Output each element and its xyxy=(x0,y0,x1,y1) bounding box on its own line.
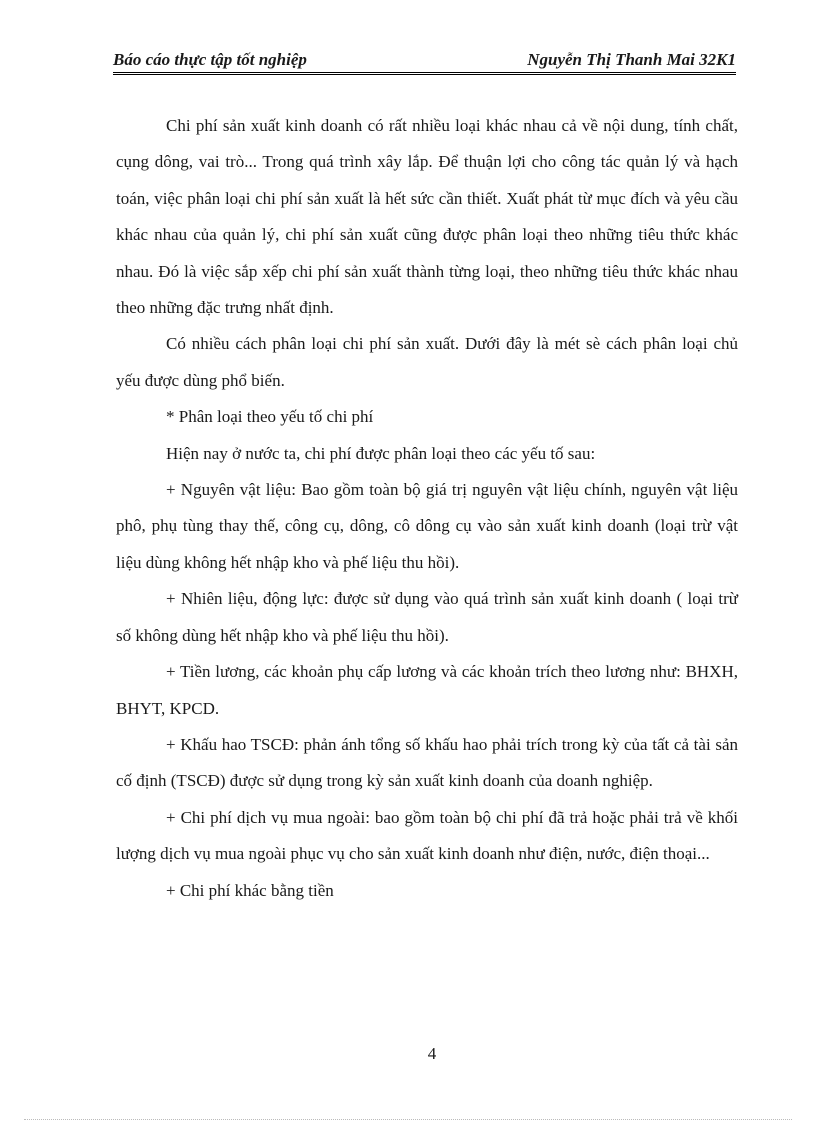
paragraph-factors: Hiện nay ở nước ta, chi phí được phân loại theo các yếu tố sau: xyxy=(166,443,596,463)
list-item-other: + Chi phí khác bằng tiền xyxy=(166,880,334,900)
document-body xyxy=(116,108,738,909)
list-item-depreciation: + Khấu hao TSCĐ: phản ánh tổng số khấu hao phải trích trong kỳ của tất cả tài sản cố định (TSCĐ) được sử dụng trong kỳ sản xuất kinh doanh của doanh nghiệp. xyxy=(116,734,738,791)
paragraph-classification: Có nhiều cách phân loại chi phí sản xuất. Dưới đây là mét sè cách phân loại chủ yếu được dùng phổ biến. xyxy=(116,334,738,390)
paragraph-intro: Chi phí sản xuất kinh doanh có rất nhiều loại khác nhau cả về nội dung, tính chất, cụng dông, vai trò... Trong quá trình xây lắp. Để thuận lợi cho công tác quản lý và hạch toán, việc phân loại chi phí sản xuất là hết sức cần thiết. Xuất phát từ mục đích và yêu cầu khác nhau của quản lý, chi phí sản xuất cũng được phân loại theo những tiêu thức khác nhau. Đó là việc sắp xếp chi phí sản xuất thành từng loại, theo những tiêu thức khác nhau theo những đặc trưng nhất định. xyxy=(116,116,738,318)
list-item-materials: + Nguyên vật liệu: Bao gồm toàn bộ giá trị nguyên vật liệu chính, nguyên vật liệu phô, phụ tùng thay thế, công cụ, dông, cô dông cụ vào sản xuất kinh doanh (loại trừ vật liệu dùng không hết nhập kho và phế liệu thu hồi). xyxy=(116,480,738,572)
list-item-fuel: + Nhiên liệu, động lực: được sử dụng vào quá trình sản xuất kinh doanh ( loại trừ số không dùng hết nhập kho và phế liệu thu hồi). xyxy=(116,589,738,645)
page-header xyxy=(113,46,736,75)
footer-divider xyxy=(24,1119,792,1120)
list-item-wages: + Tiền lương, các khoản phụ cấp lương và các khoản trích theo lương như: BHXH, BHYT, KPCD. xyxy=(116,662,738,718)
list-item-services: + Chi phí dịch vụ mua ngoài: bao gồm toàn bộ chi phí đã trả hoặc phải trả về khối lượng dịch vụ mua ngoài phục vụ cho sản xuất kinh doanh như điện, nước, điện thoại... xyxy=(116,807,738,864)
page-number: 4 xyxy=(427,1044,437,1063)
section-heading: * Phân loại theo yếu tố chi phí xyxy=(166,407,374,427)
header-author: Nguyễn Thị Thanh Mai 32K1 xyxy=(527,50,736,69)
header-report-title: Báo cáo thực tập tốt nghiệp xyxy=(113,50,307,69)
